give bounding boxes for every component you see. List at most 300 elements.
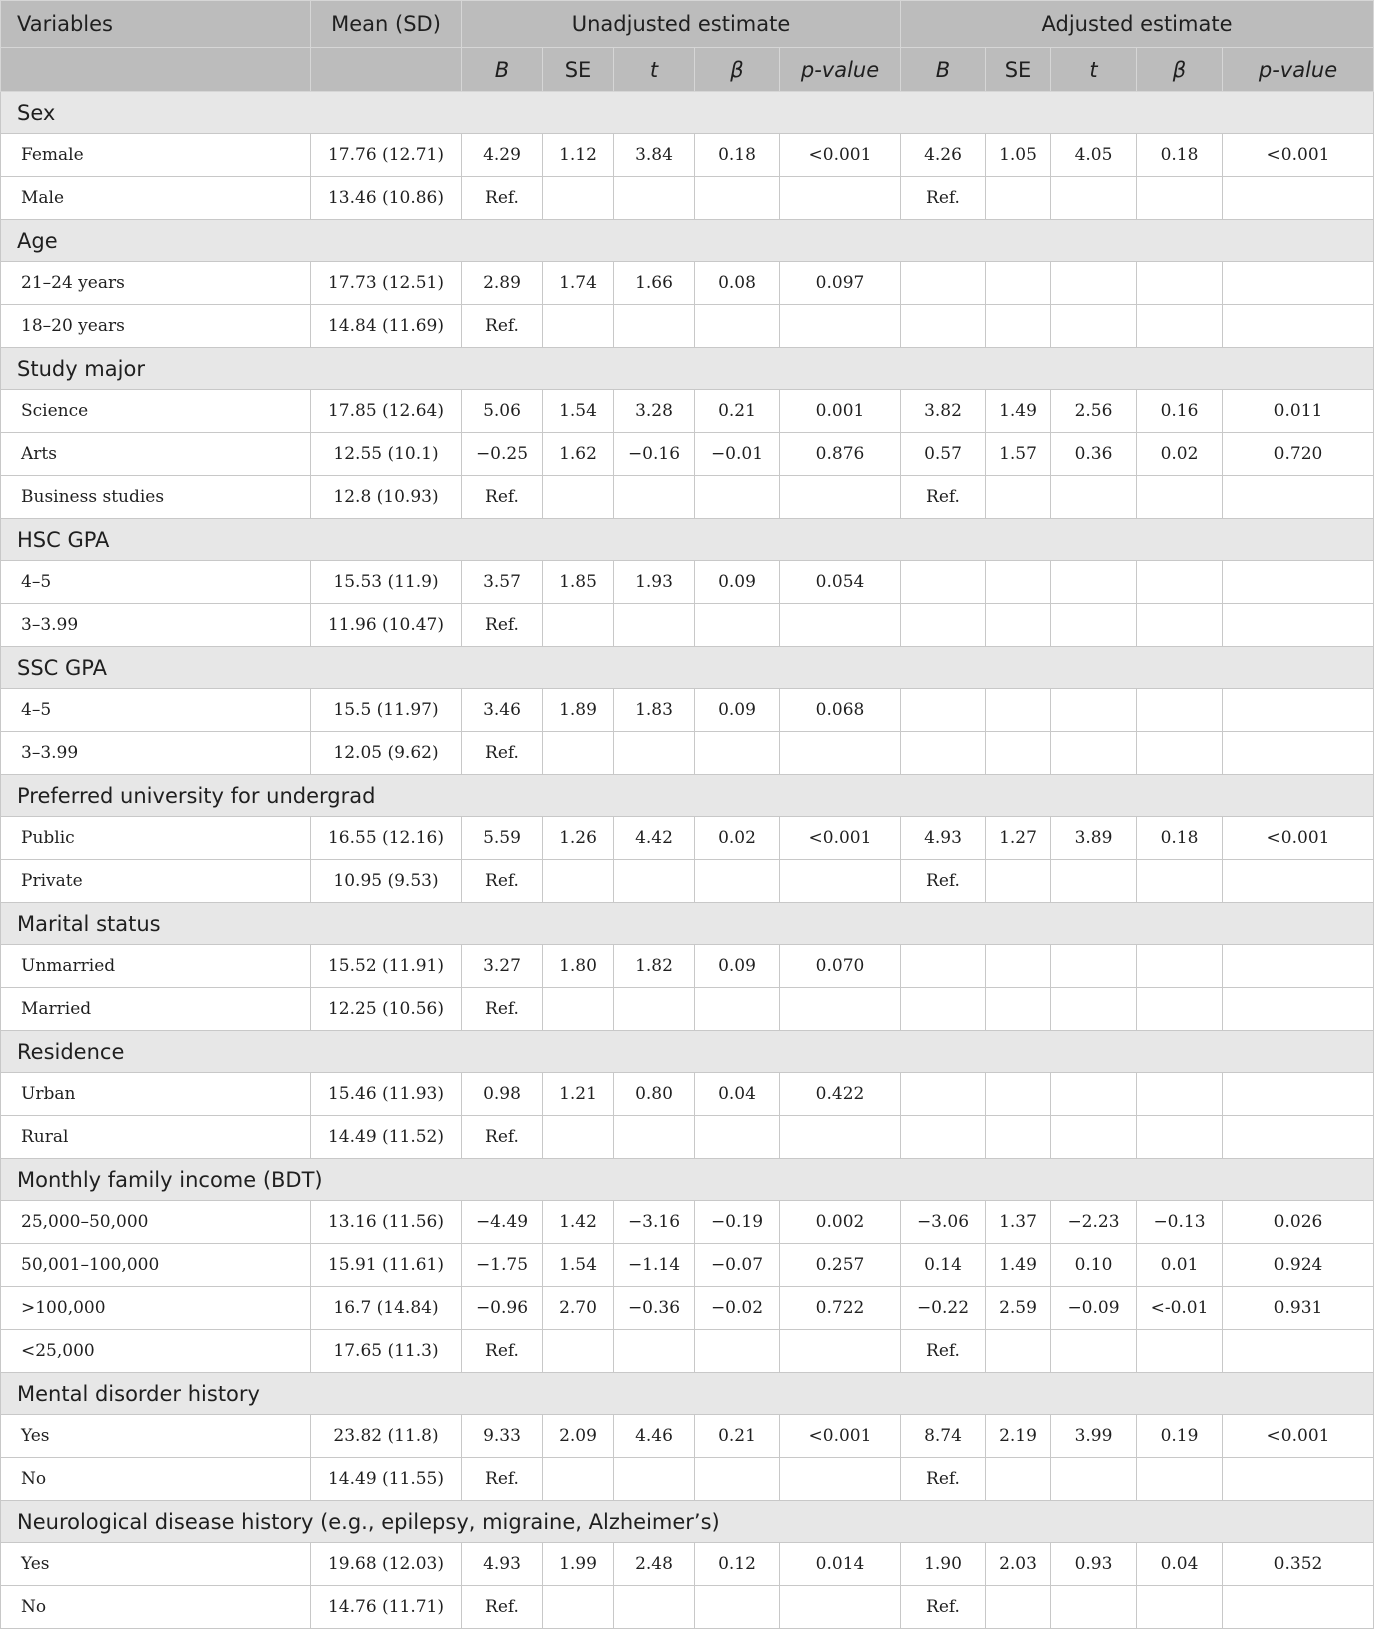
unadj-p-value-cell	[780, 988, 901, 1031]
adj-se-cell: 1.27	[986, 817, 1051, 860]
table-row	[1, 1543, 1374, 1586]
mean-sd-cell: 12.05 (9.62)	[311, 732, 462, 775]
adj-beta-cell: 0.02	[1137, 433, 1223, 476]
category-title: HSC GPA	[1, 519, 1374, 561]
adj-p-value-cell	[1223, 1586, 1374, 1629]
adj-b-cell: Ref.	[901, 860, 986, 903]
variable-level: Rural	[1, 1116, 311, 1159]
mean-sd-cell: 10.95 (9.53)	[311, 860, 462, 903]
unadj-t-cell: −0.16	[614, 433, 695, 476]
header-unadj-beta: β	[695, 48, 780, 92]
unadj-t-cell	[614, 476, 695, 519]
header-blank	[1, 48, 311, 92]
category-row	[1, 1159, 1374, 1201]
unadj-b-cell: 3.57	[462, 561, 543, 604]
adj-p-value-cell: 0.026	[1223, 1201, 1374, 1244]
adj-beta-cell	[1137, 561, 1223, 604]
table-row	[1, 1330, 1374, 1373]
variable-level: 3–3.99	[1, 732, 311, 775]
adj-b-cell: 0.57	[901, 433, 986, 476]
unadj-se-cell: 1.80	[543, 945, 614, 988]
unadj-se-cell	[543, 604, 614, 647]
unadj-t-cell: −0.36	[614, 1287, 695, 1330]
table-row	[1, 177, 1374, 220]
table-row	[1, 476, 1374, 519]
adj-beta-cell	[1137, 1330, 1223, 1373]
adj-se-cell	[986, 1330, 1051, 1373]
mean-sd-cell: 11.96 (10.47)	[311, 604, 462, 647]
adj-t-cell: 0.36	[1051, 433, 1137, 476]
unadj-t-cell: 1.93	[614, 561, 695, 604]
unadj-beta-cell	[695, 1458, 780, 1501]
adj-p-value-cell: 0.352	[1223, 1543, 1374, 1586]
unadj-se-cell: 1.42	[543, 1201, 614, 1244]
unadj-se-cell: 1.54	[543, 390, 614, 433]
unadj-t-cell: 4.46	[614, 1415, 695, 1458]
adj-se-cell: 1.49	[986, 390, 1051, 433]
adj-t-cell	[1051, 988, 1137, 1031]
adj-se-cell	[986, 177, 1051, 220]
table-row	[1, 860, 1374, 903]
adj-p-value-cell	[1223, 1073, 1374, 1116]
mean-sd-cell: 12.8 (10.93)	[311, 476, 462, 519]
unadj-p-value-cell: 0.002	[780, 1201, 901, 1244]
category-row	[1, 903, 1374, 945]
table-row	[1, 988, 1374, 1031]
adj-se-cell: 2.03	[986, 1543, 1051, 1586]
variable-level: Married	[1, 988, 311, 1031]
adj-b-cell: −3.06	[901, 1201, 986, 1244]
unadj-se-cell: 1.54	[543, 1244, 614, 1287]
adj-p-value-cell	[1223, 860, 1374, 903]
adj-se-cell: 2.59	[986, 1287, 1051, 1330]
unadj-beta-cell: 0.09	[695, 689, 780, 732]
header-mean-sd: Mean (SD)	[311, 1, 462, 48]
mean-sd-cell: 17.76 (12.71)	[311, 134, 462, 177]
adj-p-value-cell	[1223, 476, 1374, 519]
adj-p-value-cell: <0.001	[1223, 817, 1374, 860]
adj-beta-cell	[1137, 1458, 1223, 1501]
header-unadj-b: B	[462, 48, 543, 92]
category-title: Preferred university for undergrad	[1, 775, 1374, 817]
unadj-se-cell: 1.85	[543, 561, 614, 604]
adj-beta-cell: −0.13	[1137, 1201, 1223, 1244]
header-variables: Variables	[1, 1, 311, 48]
header-adj-b: B	[901, 48, 986, 92]
category-title: Monthly family income (BDT)	[1, 1159, 1374, 1201]
table-row	[1, 305, 1374, 348]
category-row	[1, 1373, 1374, 1415]
category-row	[1, 92, 1374, 134]
adj-b-cell	[901, 988, 986, 1031]
unadj-se-cell	[543, 1116, 614, 1159]
unadj-p-value-cell: 0.722	[780, 1287, 901, 1330]
adj-se-cell: 1.37	[986, 1201, 1051, 1244]
table-row	[1, 1458, 1374, 1501]
adj-beta-cell	[1137, 177, 1223, 220]
unadj-beta-cell	[695, 1586, 780, 1629]
unadj-beta-cell: −0.02	[695, 1287, 780, 1330]
adj-beta-cell: 0.04	[1137, 1543, 1223, 1586]
adj-t-cell	[1051, 262, 1137, 305]
unadj-b-cell: Ref.	[462, 988, 543, 1031]
adj-t-cell: −2.23	[1051, 1201, 1137, 1244]
header-adjusted-estimate: Adjusted estimate	[901, 1, 1374, 48]
unadj-p-value-cell	[780, 1116, 901, 1159]
variable-level: 21–24 years	[1, 262, 311, 305]
unadj-b-cell: Ref.	[462, 1330, 543, 1373]
table-row	[1, 689, 1374, 732]
table-row	[1, 604, 1374, 647]
adj-b-cell: Ref.	[901, 1330, 986, 1373]
unadj-beta-cell: −0.07	[695, 1244, 780, 1287]
unadj-b-cell: 5.59	[462, 817, 543, 860]
category-title: Sex	[1, 92, 1374, 134]
adj-p-value-cell	[1223, 1458, 1374, 1501]
variable-level: Public	[1, 817, 311, 860]
adj-t-cell	[1051, 1330, 1137, 1373]
category-title: Study major	[1, 348, 1374, 390]
unadj-b-cell: Ref.	[462, 177, 543, 220]
table-row	[1, 732, 1374, 775]
category-title: Residence	[1, 1031, 1374, 1073]
adj-p-value-cell: <0.001	[1223, 134, 1374, 177]
table-row	[1, 1287, 1374, 1330]
unadj-beta-cell: 0.18	[695, 134, 780, 177]
variable-level: 50,001–100,000	[1, 1244, 311, 1287]
table-row	[1, 561, 1374, 604]
unadj-t-cell	[614, 305, 695, 348]
adj-beta-cell	[1137, 689, 1223, 732]
adj-t-cell	[1051, 945, 1137, 988]
adj-se-cell	[986, 689, 1051, 732]
unadj-t-cell	[614, 988, 695, 1031]
adj-p-value-cell	[1223, 689, 1374, 732]
table-row	[1, 1116, 1374, 1159]
unadj-p-value-cell: 0.876	[780, 433, 901, 476]
adj-t-cell	[1051, 1458, 1137, 1501]
mean-sd-cell: 14.76 (11.71)	[311, 1586, 462, 1629]
adj-beta-cell	[1137, 988, 1223, 1031]
adj-se-cell	[986, 604, 1051, 647]
unadj-beta-cell: 0.12	[695, 1543, 780, 1586]
adj-beta-cell: 0.19	[1137, 1415, 1223, 1458]
unadj-t-cell	[614, 860, 695, 903]
variable-level: Urban	[1, 1073, 311, 1116]
unadj-beta-cell	[695, 177, 780, 220]
adj-se-cell	[986, 1116, 1051, 1159]
adj-p-value-cell	[1223, 1116, 1374, 1159]
variable-level: <25,000	[1, 1330, 311, 1373]
adj-b-cell: Ref.	[901, 476, 986, 519]
unadj-p-value-cell	[780, 1586, 901, 1629]
adj-t-cell: 3.89	[1051, 817, 1137, 860]
category-title: SSC GPA	[1, 647, 1374, 689]
unadj-b-cell: −1.75	[462, 1244, 543, 1287]
unadj-t-cell: 1.66	[614, 262, 695, 305]
adj-se-cell	[986, 945, 1051, 988]
table-row	[1, 390, 1374, 433]
table-row	[1, 1244, 1374, 1287]
adj-b-cell: 0.14	[901, 1244, 986, 1287]
adj-b-cell: −0.22	[901, 1287, 986, 1330]
variable-level: No	[1, 1586, 311, 1629]
mean-sd-cell: 13.16 (11.56)	[311, 1201, 462, 1244]
adj-beta-cell: 0.18	[1137, 817, 1223, 860]
unadj-b-cell: 0.98	[462, 1073, 543, 1116]
table-row	[1, 433, 1374, 476]
unadj-beta-cell	[695, 1330, 780, 1373]
unadj-beta-cell: 0.21	[695, 1415, 780, 1458]
adj-t-cell: 3.99	[1051, 1415, 1137, 1458]
adj-beta-cell	[1137, 1586, 1223, 1629]
unadj-b-cell: Ref.	[462, 1458, 543, 1501]
unadj-t-cell	[614, 177, 695, 220]
category-row	[1, 1031, 1374, 1073]
unadj-beta-cell: 0.04	[695, 1073, 780, 1116]
adj-se-cell	[986, 732, 1051, 775]
mean-sd-cell: 12.25 (10.56)	[311, 988, 462, 1031]
unadj-p-value-cell: 0.070	[780, 945, 901, 988]
unadj-b-cell: −0.96	[462, 1287, 543, 1330]
adj-p-value-cell	[1223, 604, 1374, 647]
adj-beta-cell	[1137, 732, 1223, 775]
unadj-t-cell	[614, 1458, 695, 1501]
unadj-beta-cell	[695, 604, 780, 647]
adj-p-value-cell: 0.931	[1223, 1287, 1374, 1330]
adj-p-value-cell	[1223, 177, 1374, 220]
mean-sd-cell: 15.5 (11.97)	[311, 689, 462, 732]
header-adj-se: SE	[986, 48, 1051, 92]
unadj-b-cell: 3.27	[462, 945, 543, 988]
unadj-t-cell: −3.16	[614, 1201, 695, 1244]
adj-p-value-cell: 0.924	[1223, 1244, 1374, 1287]
adj-beta-cell: 0.16	[1137, 390, 1223, 433]
header-row-sub	[1, 48, 1374, 92]
adj-se-cell	[986, 860, 1051, 903]
category-row	[1, 519, 1374, 561]
adj-t-cell	[1051, 1073, 1137, 1116]
unadj-beta-cell	[695, 732, 780, 775]
adj-se-cell	[986, 305, 1051, 348]
header-adj-p-value: p-value	[1223, 48, 1374, 92]
unadj-se-cell: 2.70	[543, 1287, 614, 1330]
unadj-beta-cell: 0.02	[695, 817, 780, 860]
unadj-se-cell: 1.26	[543, 817, 614, 860]
adj-beta-cell	[1137, 1116, 1223, 1159]
category-row	[1, 775, 1374, 817]
mean-sd-cell: 14.49 (11.52)	[311, 1116, 462, 1159]
unadj-b-cell: Ref.	[462, 1116, 543, 1159]
mean-sd-cell: 17.65 (11.3)	[311, 1330, 462, 1373]
adj-se-cell	[986, 1458, 1051, 1501]
unadj-b-cell: 3.46	[462, 689, 543, 732]
adj-p-value-cell: 0.011	[1223, 390, 1374, 433]
unadj-p-value-cell: <0.001	[780, 817, 901, 860]
header-blank	[311, 48, 462, 92]
unadj-se-cell	[543, 988, 614, 1031]
adj-se-cell: 1.49	[986, 1244, 1051, 1287]
adj-b-cell: 4.93	[901, 817, 986, 860]
variable-level: 25,000–50,000	[1, 1201, 311, 1244]
adj-t-cell	[1051, 1586, 1137, 1629]
adj-b-cell	[901, 262, 986, 305]
unadj-t-cell	[614, 604, 695, 647]
unadj-se-cell	[543, 1586, 614, 1629]
variable-level: 4–5	[1, 689, 311, 732]
mean-sd-cell: 15.91 (11.61)	[311, 1244, 462, 1287]
mean-sd-cell: 23.82 (11.8)	[311, 1415, 462, 1458]
table-row	[1, 945, 1374, 988]
category-title: Age	[1, 220, 1374, 262]
table-row	[1, 262, 1374, 305]
adj-p-value-cell	[1223, 988, 1374, 1031]
adj-se-cell	[986, 476, 1051, 519]
unadj-beta-cell: 0.09	[695, 561, 780, 604]
unadj-b-cell: 2.89	[462, 262, 543, 305]
unadj-beta-cell: −0.19	[695, 1201, 780, 1244]
unadj-p-value-cell	[780, 305, 901, 348]
adj-b-cell	[901, 689, 986, 732]
adj-b-cell	[901, 945, 986, 988]
unadj-b-cell: 5.06	[462, 390, 543, 433]
adj-t-cell: 2.56	[1051, 390, 1137, 433]
adj-b-cell	[901, 305, 986, 348]
adj-b-cell: 3.82	[901, 390, 986, 433]
variable-level: 3–3.99	[1, 604, 311, 647]
unadj-b-cell: 4.93	[462, 1543, 543, 1586]
variable-level: >100,000	[1, 1287, 311, 1330]
unadj-p-value-cell	[780, 476, 901, 519]
adj-t-cell: 0.93	[1051, 1543, 1137, 1586]
unadj-t-cell: 1.82	[614, 945, 695, 988]
unadj-b-cell: −0.25	[462, 433, 543, 476]
unadj-p-value-cell: 0.001	[780, 390, 901, 433]
table-body	[1, 92, 1374, 1629]
mean-sd-cell: 17.73 (12.51)	[311, 262, 462, 305]
unadj-p-value-cell: 0.054	[780, 561, 901, 604]
unadj-t-cell: 4.42	[614, 817, 695, 860]
adj-t-cell	[1051, 732, 1137, 775]
unadj-se-cell: 1.89	[543, 689, 614, 732]
unadj-p-value-cell	[780, 1458, 901, 1501]
adj-p-value-cell	[1223, 945, 1374, 988]
unadj-t-cell: −1.14	[614, 1244, 695, 1287]
adj-se-cell	[986, 1586, 1051, 1629]
mean-sd-cell: 14.84 (11.69)	[311, 305, 462, 348]
variable-level: Private	[1, 860, 311, 903]
adj-se-cell	[986, 262, 1051, 305]
adj-se-cell: 1.05	[986, 134, 1051, 177]
mean-sd-cell: 16.7 (14.84)	[311, 1287, 462, 1330]
category-row	[1, 220, 1374, 262]
unadj-t-cell: 0.80	[614, 1073, 695, 1116]
unadj-p-value-cell: 0.422	[780, 1073, 901, 1116]
unadj-t-cell	[614, 1586, 695, 1629]
unadj-t-cell: 2.48	[614, 1543, 695, 1586]
mean-sd-cell: 15.53 (11.9)	[311, 561, 462, 604]
unadj-se-cell	[543, 732, 614, 775]
adj-se-cell	[986, 561, 1051, 604]
adj-t-cell	[1051, 561, 1137, 604]
header-adj-beta: β	[1137, 48, 1223, 92]
adj-beta-cell	[1137, 1073, 1223, 1116]
adj-beta-cell	[1137, 945, 1223, 988]
unadj-beta-cell	[695, 860, 780, 903]
adj-b-cell: 4.26	[901, 134, 986, 177]
header-adj-t: t	[1051, 48, 1137, 92]
unadj-beta-cell: 0.21	[695, 390, 780, 433]
adj-t-cell	[1051, 604, 1137, 647]
unadj-t-cell	[614, 1116, 695, 1159]
mean-sd-cell: 12.55 (10.1)	[311, 433, 462, 476]
unadj-se-cell: 1.21	[543, 1073, 614, 1116]
adj-t-cell	[1051, 177, 1137, 220]
variable-level: 4–5	[1, 561, 311, 604]
category-row	[1, 647, 1374, 689]
adj-b-cell	[901, 561, 986, 604]
unadj-t-cell	[614, 732, 695, 775]
variable-level: Science	[1, 390, 311, 433]
unadj-t-cell	[614, 1330, 695, 1373]
mean-sd-cell: 17.85 (12.64)	[311, 390, 462, 433]
header-unadj-t: t	[614, 48, 695, 92]
unadj-beta-cell	[695, 476, 780, 519]
table-row	[1, 1073, 1374, 1116]
adj-beta-cell: <-0.01	[1137, 1287, 1223, 1330]
adj-b-cell: Ref.	[901, 1586, 986, 1629]
unadj-se-cell	[543, 1330, 614, 1373]
mean-sd-cell: 15.46 (11.93)	[311, 1073, 462, 1116]
unadj-b-cell: Ref.	[462, 604, 543, 647]
unadj-se-cell	[543, 860, 614, 903]
mean-sd-cell: 19.68 (12.03)	[311, 1543, 462, 1586]
unadj-b-cell: 4.29	[462, 134, 543, 177]
adj-beta-cell	[1137, 604, 1223, 647]
unadj-se-cell	[543, 1458, 614, 1501]
adj-beta-cell: 0.18	[1137, 134, 1223, 177]
adj-b-cell	[901, 604, 986, 647]
table-row	[1, 1201, 1374, 1244]
adj-se-cell: 2.19	[986, 1415, 1051, 1458]
adj-beta-cell	[1137, 476, 1223, 519]
table-row	[1, 817, 1374, 860]
unadj-p-value-cell	[780, 1330, 901, 1373]
unadj-beta-cell	[695, 305, 780, 348]
variable-level: 18–20 years	[1, 305, 311, 348]
unadj-p-value-cell: 0.014	[780, 1543, 901, 1586]
unadj-beta-cell: −0.01	[695, 433, 780, 476]
header-unadjusted-estimate: Unadjusted estimate	[462, 1, 901, 48]
adj-t-cell	[1051, 689, 1137, 732]
adj-b-cell	[901, 1073, 986, 1116]
adj-p-value-cell	[1223, 561, 1374, 604]
unadj-b-cell: −4.49	[462, 1201, 543, 1244]
adj-se-cell: 1.57	[986, 433, 1051, 476]
variable-level: Business studies	[1, 476, 311, 519]
unadj-b-cell: Ref.	[462, 860, 543, 903]
variable-level: Yes	[1, 1415, 311, 1458]
unadj-p-value-cell	[780, 732, 901, 775]
variable-level: Unmarried	[1, 945, 311, 988]
adj-p-value-cell	[1223, 305, 1374, 348]
table-row	[1, 1415, 1374, 1458]
adj-beta-cell: 0.01	[1137, 1244, 1223, 1287]
table-row	[1, 1586, 1374, 1629]
unadj-t-cell: 3.84	[614, 134, 695, 177]
adj-beta-cell	[1137, 262, 1223, 305]
adj-p-value-cell: 0.720	[1223, 433, 1374, 476]
